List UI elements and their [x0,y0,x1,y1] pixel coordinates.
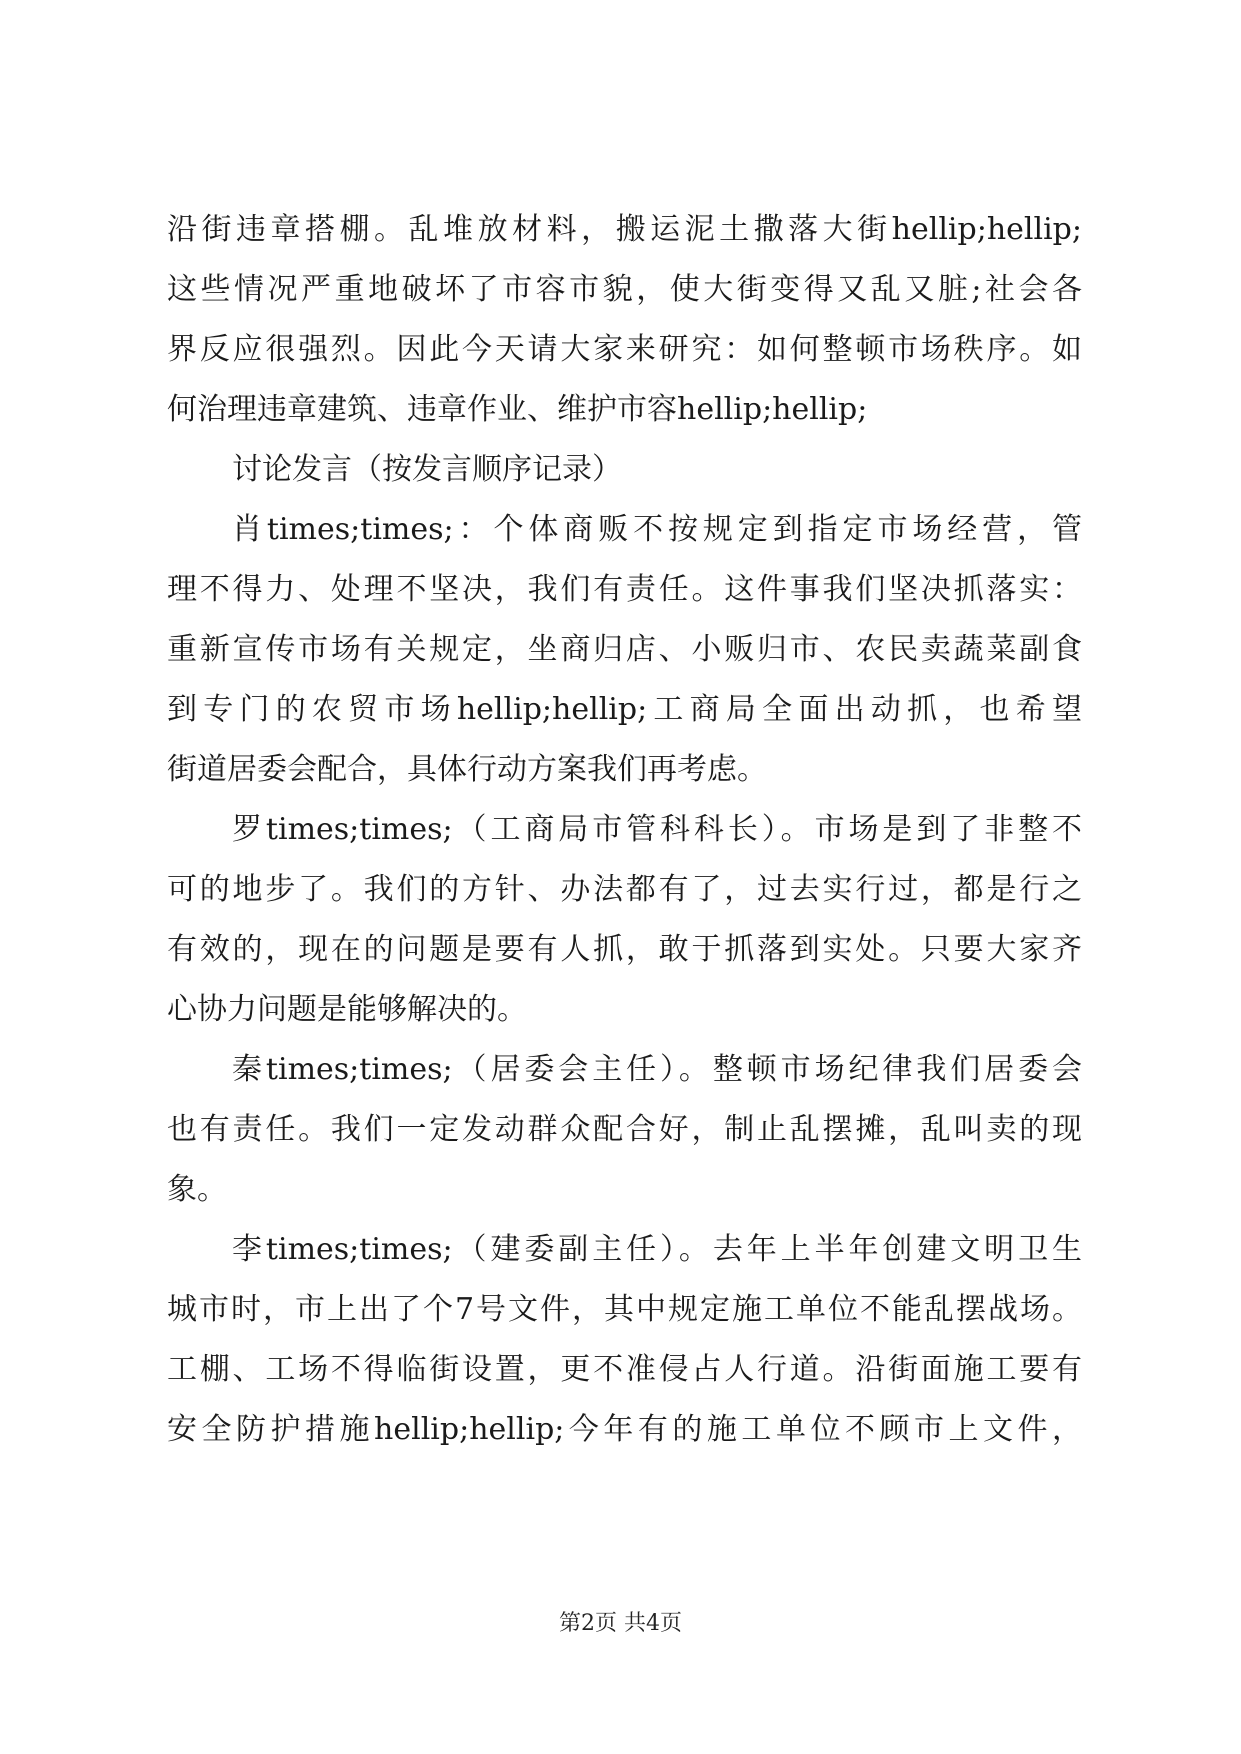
text-line: 罗times;times;（工商局市管科科长）。市场是到了非整不 [232,812,1082,847]
text-line: 到专门的农贸市场hellip;hellip;工商局全面出动抓，也希望 [167,692,1082,727]
section-heading: 讨论发言（按发言顺序记录） [232,452,622,487]
text-line: 重新宣传市场有关规定，坐商归店、小贩归市、农民卖蔬菜副食 [167,632,1082,667]
text-line: 城市时，市上出了个7号文件，其中规定施工单位不能乱摆战场。 [167,1292,1082,1327]
text-line: 李times;times;（建委副主任）。去年上半年创建文明卫生 [232,1232,1082,1267]
text-line: 象。 [167,1172,227,1207]
text-line: 秦times;times;（居委会主任）。整顿市场纪律我们居委会 [232,1052,1082,1087]
text-line: 可的地步了。我们的方针、办法都有了，过去实行过，都是行之 [167,872,1082,907]
text-line: 理不得力、处理不坚决，我们有责任。这件事我们坚决抓落实： [167,572,1082,607]
text-line: 安全防护措施hellip;hellip;今年有的施工单位不顾市上文件， [167,1412,1082,1447]
page-number: 第2页 共4页 [559,1611,682,1636]
text-line: 沿街违章搭棚。乱堆放材料，搬运泥土撒落大街hellip;hellip; [167,212,1082,247]
text-line: 界反应很强烈。因此今天请大家来研究：如何整顿市场秩序。如 [167,332,1082,367]
text-line: 工棚、工场不得临街设置，更不准侵占人行道。沿街面施工要有 [167,1352,1082,1387]
text-line: 肖times;times;：个体商贩不按规定到指定市场经营，管 [232,512,1082,547]
text-line: 这些情况严重地破坏了市容市貌，使大街变得又乱又脏;社会各 [167,272,1082,307]
text-line: 何治理违章建筑、违章作业、维护市容hellip;hellip; [167,392,868,427]
document-body [167,200,1082,1460]
text-line: 有效的，现在的问题是要有人抓，敢于抓落到实处。只要大家齐 [167,932,1082,967]
text-line: 也有责任。我们一定发动群众配合好，制止乱摆摊，乱叫卖的现 [167,1112,1082,1147]
text-line: 街道居委会配合，具体行动方案我们再考虑。 [167,752,767,787]
text-line: 心协力问题是能够解决的。 [167,992,527,1027]
